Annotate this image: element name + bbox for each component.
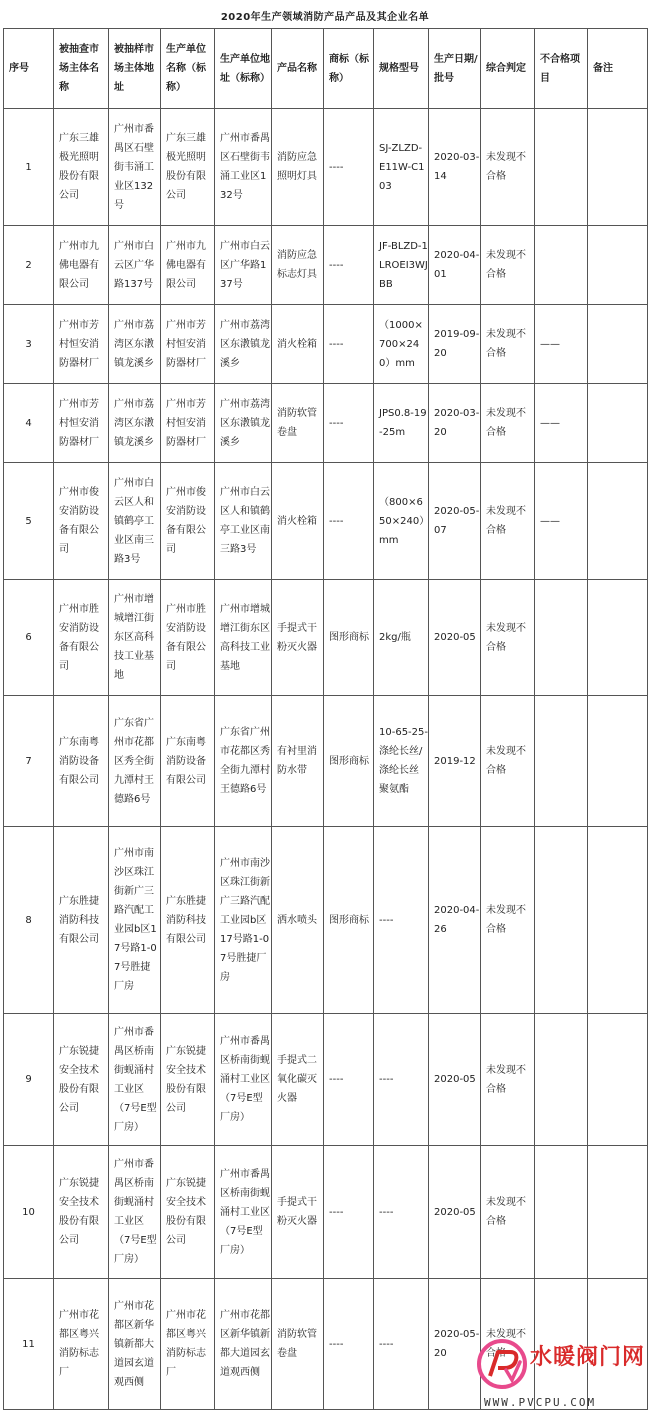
cell-spec: 10-65-25-涤纶长丝/涤纶长丝聚氨酯 (374, 696, 429, 827)
cell-fail (535, 1014, 588, 1146)
cell-name: 广州市芳村恒安消防器材厂 (54, 305, 109, 384)
cell-addr: 广州市白云区人和镇鹤亭工业区南三路3号 (109, 463, 161, 580)
cell-verdict: 未发现不合格 (481, 696, 535, 827)
cell-brand: ---- (324, 463, 374, 580)
cell-no: 1 (4, 109, 54, 226)
cell-note (588, 1014, 648, 1146)
cell-spec: 2kg/瓶 (374, 580, 429, 696)
cell-no: 9 (4, 1014, 54, 1146)
cell-no: 3 (4, 305, 54, 384)
cell-maker-addr: 广州市荔湾区东漖镇龙溪乡 (215, 384, 272, 463)
cell-brand: ---- (324, 305, 374, 384)
cell-spec: （1000×700×240）mm (374, 305, 429, 384)
table-row (4, 305, 648, 384)
cell-date: 2020-05 (429, 1146, 481, 1279)
cell-name: 广东三雄极光照明股份有限公司 (54, 109, 109, 226)
cell-date: 2020-03-14 (429, 109, 481, 226)
cell-name: 广州市胜安消防设备有限公司 (54, 580, 109, 696)
cell-addr: 广州市番禺区桥南街蚬涌村工业区（7号E型厂房） (109, 1146, 161, 1279)
cell-maker-addr: 广州市花都区新华镇新都大道园玄道观西侧 (215, 1279, 272, 1410)
cell-product: 手提式二氧化碳灭火器 (272, 1014, 324, 1146)
cell-verdict: 未发现不合格 (481, 1014, 535, 1146)
header-cell: 备注 (588, 29, 648, 109)
cell-addr: 广州市南沙区珠江街新广三路汽配工业园b区17号路1-07号胜捷厂房 (109, 827, 161, 1014)
cell-maker-addr: 广州市荔湾区东漖镇龙溪乡 (215, 305, 272, 384)
cell-no: 10 (4, 1146, 54, 1279)
cell-addr: 广州市增城增江街东区高科技工业基地 (109, 580, 161, 696)
cell-spec: ---- (374, 1146, 429, 1279)
cell-addr: 广州市花都区新华镇新都大道园玄道观西侧 (109, 1279, 161, 1410)
cell-note (588, 226, 648, 305)
cell-maker: 广东胜捷消防科技有限公司 (161, 827, 215, 1014)
cell-product: 消防软管卷盘 (272, 384, 324, 463)
cell-date: 2020-03-20 (429, 384, 481, 463)
cell-date: 2020-05 (429, 580, 481, 696)
header-cell: 综合判定 (481, 29, 535, 109)
cell-addr: 广东省广州市花都区秀全街九潭村王德路6号 (109, 696, 161, 827)
cell-verdict: 未发现不合格 (481, 1279, 535, 1410)
header-cell: 规格型号 (374, 29, 429, 109)
cell-no: 5 (4, 463, 54, 580)
cell-addr: 广州市荔湾区东漖镇龙溪乡 (109, 384, 161, 463)
cell-brand: 图形商标 (324, 827, 374, 1014)
cell-maker-addr: 广州市番禺区桥南街蚬涌村工业区（7号E型厂房） (215, 1014, 272, 1146)
cell-maker: 广州市芳村恒安消防器材厂 (161, 384, 215, 463)
brand-logo-icon (476, 1338, 528, 1390)
cell-maker-addr: 广州市南沙区珠江街新广三路汽配工业园b区17号路1-07号胜捷厂房 (215, 827, 272, 1014)
cell-maker-addr: 广州市番禺区石壁街韦涌工业区132号 (215, 109, 272, 226)
cell-note (588, 463, 648, 580)
document-title: 2020年生产领域消防产品产品及其企业名单 (220, 12, 430, 23)
cell-maker: 广东南粤消防设备有限公司 (161, 696, 215, 827)
cell-note (588, 305, 648, 384)
cell-verdict: 未发现不合格 (481, 1146, 535, 1279)
cell-date: 2020-05 (429, 1014, 481, 1146)
cell-brand: ---- (324, 384, 374, 463)
cell-product: 消火栓箱 (272, 305, 324, 384)
cell-name: 广州市俊安消防设备有限公司 (54, 463, 109, 580)
cell-name: 广东锐捷安全技术股份有限公司 (54, 1146, 109, 1279)
cell-fail: —— (535, 384, 588, 463)
cell-maker-addr: 广州市白云区人和镇鹤亭工业区南三路3号 (215, 463, 272, 580)
cell-product: 手提式干粉灭火器 (272, 580, 324, 696)
cell-spec: ---- (374, 827, 429, 1014)
header-cell: 生产单位名称（标称） (161, 29, 215, 109)
cell-brand: 图形商标 (324, 580, 374, 696)
cell-brand: ---- (324, 226, 374, 305)
cell-note (588, 580, 648, 696)
cell-note (588, 384, 648, 463)
cell-spec: JF-BLZD-1LROEI3WJBB (374, 226, 429, 305)
cell-spec: SJ-ZLZD-E11W-C103 (374, 109, 429, 226)
cell-verdict: 未发现不合格 (481, 827, 535, 1014)
cell-date: 2020-05-07 (429, 463, 481, 580)
cell-no: 6 (4, 580, 54, 696)
table-row (4, 463, 648, 580)
brand-url: WWW.PVCPU.COM (484, 1396, 597, 1409)
cell-product: 洒水喷头 (272, 827, 324, 1014)
cell-brand: ---- (324, 1014, 374, 1146)
cell-verdict: 未发现不合格 (481, 384, 535, 463)
cell-product: 消防应急标志灯具 (272, 226, 324, 305)
cell-product: 有衬里消防水带 (272, 696, 324, 827)
header-cell: 被抽查市场主体名称 (54, 29, 109, 109)
cell-brand: ---- (324, 1146, 374, 1279)
cell-fail (535, 109, 588, 226)
cell-note (588, 1146, 648, 1279)
cell-note (588, 827, 648, 1014)
cell-maker-addr: 广州市番禺区桥南街蚬涌村工业区（7号E型厂房） (215, 1146, 272, 1279)
cell-product: 消火栓箱 (272, 463, 324, 580)
cell-maker: 广州市花都区粤兴消防标志厂 (161, 1279, 215, 1410)
cell-spec: ---- (374, 1279, 429, 1410)
cell-note (588, 109, 648, 226)
cell-fail: —— (535, 305, 588, 384)
cell-verdict: 未发现不合格 (481, 226, 535, 305)
watermark (476, 1332, 646, 1414)
cell-brand: 图形商标 (324, 696, 374, 827)
table-row (4, 226, 648, 305)
cell-brand: ---- (324, 1279, 374, 1410)
cell-date: 2019-12 (429, 696, 481, 827)
cell-spec: （800×650×240）mm (374, 463, 429, 580)
header-row (4, 29, 648, 109)
cell-maker-addr: 广东省广州市花都区秀全街九潭村王德路6号 (215, 696, 272, 827)
cell-maker: 广东三雄极光照明股份有限公司 (161, 109, 215, 226)
cell-name: 广东锐捷安全技术股份有限公司 (54, 1014, 109, 1146)
cell-maker: 广州市俊安消防设备有限公司 (161, 463, 215, 580)
cell-fail (535, 226, 588, 305)
cell-spec: JPS0.8-19-25m (374, 384, 429, 463)
cell-addr: 广州市白云区广华路137号 (109, 226, 161, 305)
cell-name: 广州市九佛电器有限公司 (54, 226, 109, 305)
header-cell: 生产单位地址（标称） (215, 29, 272, 109)
product-table (3, 28, 648, 1410)
cell-maker: 广州市胜安消防设备有限公司 (161, 580, 215, 696)
table-row (4, 696, 648, 827)
cell-verdict: 未发现不合格 (481, 463, 535, 580)
cell-product: 消防应急照明灯具 (272, 109, 324, 226)
cell-date: 2020-04-26 (429, 827, 481, 1014)
cell-verdict: 未发现不合格 (481, 109, 535, 226)
cell-brand: ---- (324, 109, 374, 226)
header-cell: 生产日期/批号 (429, 29, 481, 109)
header-cell: 商标（标称） (324, 29, 374, 109)
cell-maker: 广州市芳村恒安消防器材厂 (161, 305, 215, 384)
cell-no: 7 (4, 696, 54, 827)
cell-maker: 广东锐捷安全技术股份有限公司 (161, 1014, 215, 1146)
cell-maker-addr: 广州市白云区广华路137号 (215, 226, 272, 305)
cell-product: 手提式干粉灭火器 (272, 1146, 324, 1279)
table-row (4, 827, 648, 1014)
cell-date: 2020-04-01 (429, 226, 481, 305)
cell-fail (535, 580, 588, 696)
cell-note (588, 696, 648, 827)
table-row (4, 384, 648, 463)
cell-no: 8 (4, 827, 54, 1014)
header-cell: 不合格项目 (535, 29, 588, 109)
brand-name: 水暖阀门网 (530, 1345, 646, 1370)
cell-name: 广东南粤消防设备有限公司 (54, 696, 109, 827)
cell-no: 11 (4, 1279, 54, 1410)
table-row (4, 1014, 648, 1146)
cell-spec: ---- (374, 1014, 429, 1146)
cell-addr: 广州市荔湾区东漖镇龙溪乡 (109, 305, 161, 384)
cell-name: 广州市芳村恒安消防器材厂 (54, 384, 109, 463)
cell-no: 2 (4, 226, 54, 305)
cell-maker: 广东锐捷安全技术股份有限公司 (161, 1146, 215, 1279)
header-cell: 被抽样市场主体地址 (109, 29, 161, 109)
cell-name: 广州市花都区粤兴消防标志厂 (54, 1279, 109, 1410)
cell-fail (535, 696, 588, 827)
cell-no: 4 (4, 384, 54, 463)
cell-maker: 广州市九佛电器有限公司 (161, 226, 215, 305)
cell-fail (535, 1146, 588, 1279)
cell-verdict: 未发现不合格 (481, 305, 535, 384)
cell-fail (535, 827, 588, 1014)
cell-verdict: 未发现不合格 (481, 580, 535, 696)
cell-date: 2020-05-20 (429, 1279, 481, 1410)
cell-fail: —— (535, 463, 588, 580)
table-row (4, 580, 648, 696)
cell-date: 2019-09-20 (429, 305, 481, 384)
table-row (4, 1146, 648, 1279)
cell-product: 消防软管卷盘 (272, 1279, 324, 1410)
cell-name: 广东胜捷消防科技有限公司 (54, 827, 109, 1014)
cell-addr: 广州市番禺区石壁街韦涌工业区132号 (109, 109, 161, 226)
header-cell: 产品名称 (272, 29, 324, 109)
cell-maker-addr: 广州市增城增江街东区高科技工业基地 (215, 580, 272, 696)
table-row (4, 109, 648, 226)
header-cell: 序号 (4, 29, 54, 109)
cell-addr: 广州市番禺区桥南街蚬涌村工业区（7号E型厂房） (109, 1014, 161, 1146)
